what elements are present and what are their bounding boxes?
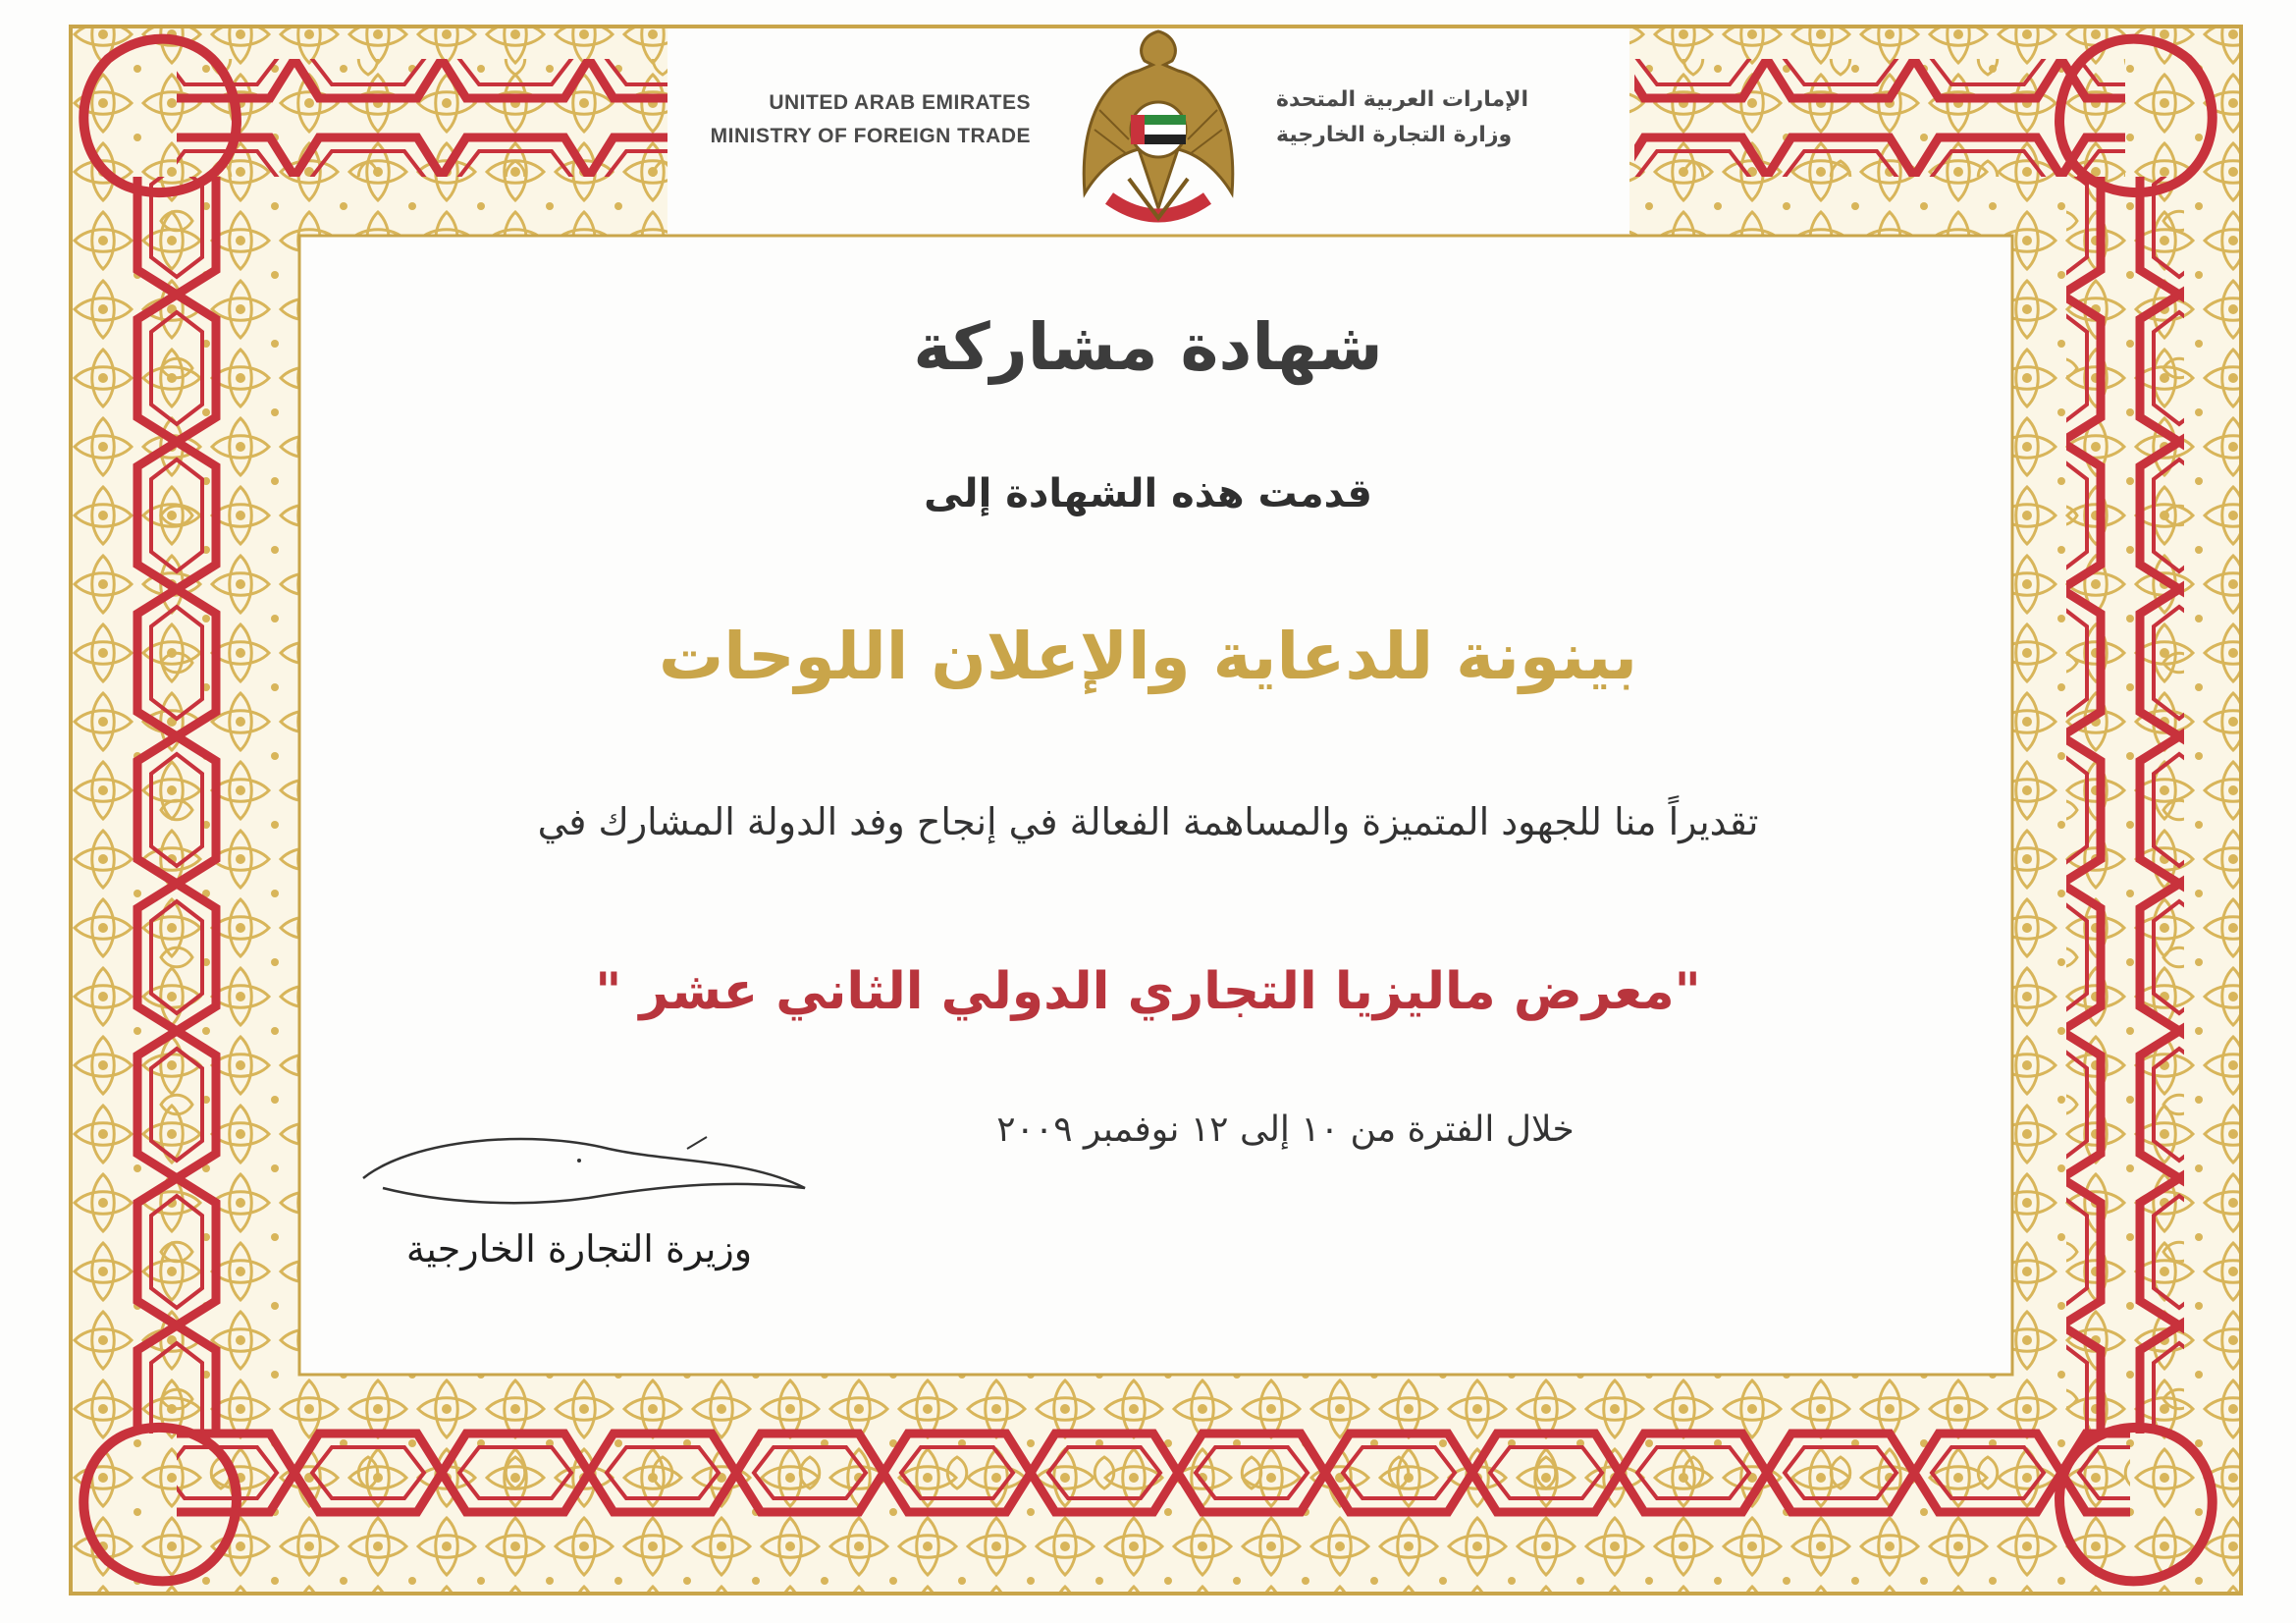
certificate-title: شهادة مشاركة	[913, 309, 1383, 385]
appreciation-text: تقديراً منا للجهود المتميزة والمساهمة الفعالة في إنجاح وفد الدولة المشارك في	[537, 800, 1759, 843]
event-period: خلال الفترة من ١٠ إلى ١٢ نوفمبر ٢٠٠٩	[996, 1109, 1575, 1150]
header-arabic-line-1: الإمارات العربية المتحدة	[1276, 87, 1529, 112]
signature-mark	[353, 1119, 825, 1227]
recipient-name: بينونة للدعاية والإعلان اللوحات	[658, 619, 1638, 694]
header-arabic	[1276, 82, 1610, 153]
header-arabic-line-2: وزارة التجارة الخارجية	[1276, 123, 1513, 147]
header-english-line-2: MINISTRY OF FOREIGN TRADE	[710, 125, 1031, 147]
header-english-line-1: UNITED ARAB EMIRATES	[769, 91, 1031, 114]
signatory-title: وزيرة التجارة الخارجية	[405, 1227, 753, 1271]
uae-falcon-emblem-icon	[1070, 22, 1247, 247]
presented-to-text: قدمت هذه الشهادة إلى	[924, 471, 1372, 516]
event-name: "معرض ماليزيا التجاري الدولي الثاني عشر "	[595, 962, 1701, 1021]
header-english	[677, 86, 1031, 153]
